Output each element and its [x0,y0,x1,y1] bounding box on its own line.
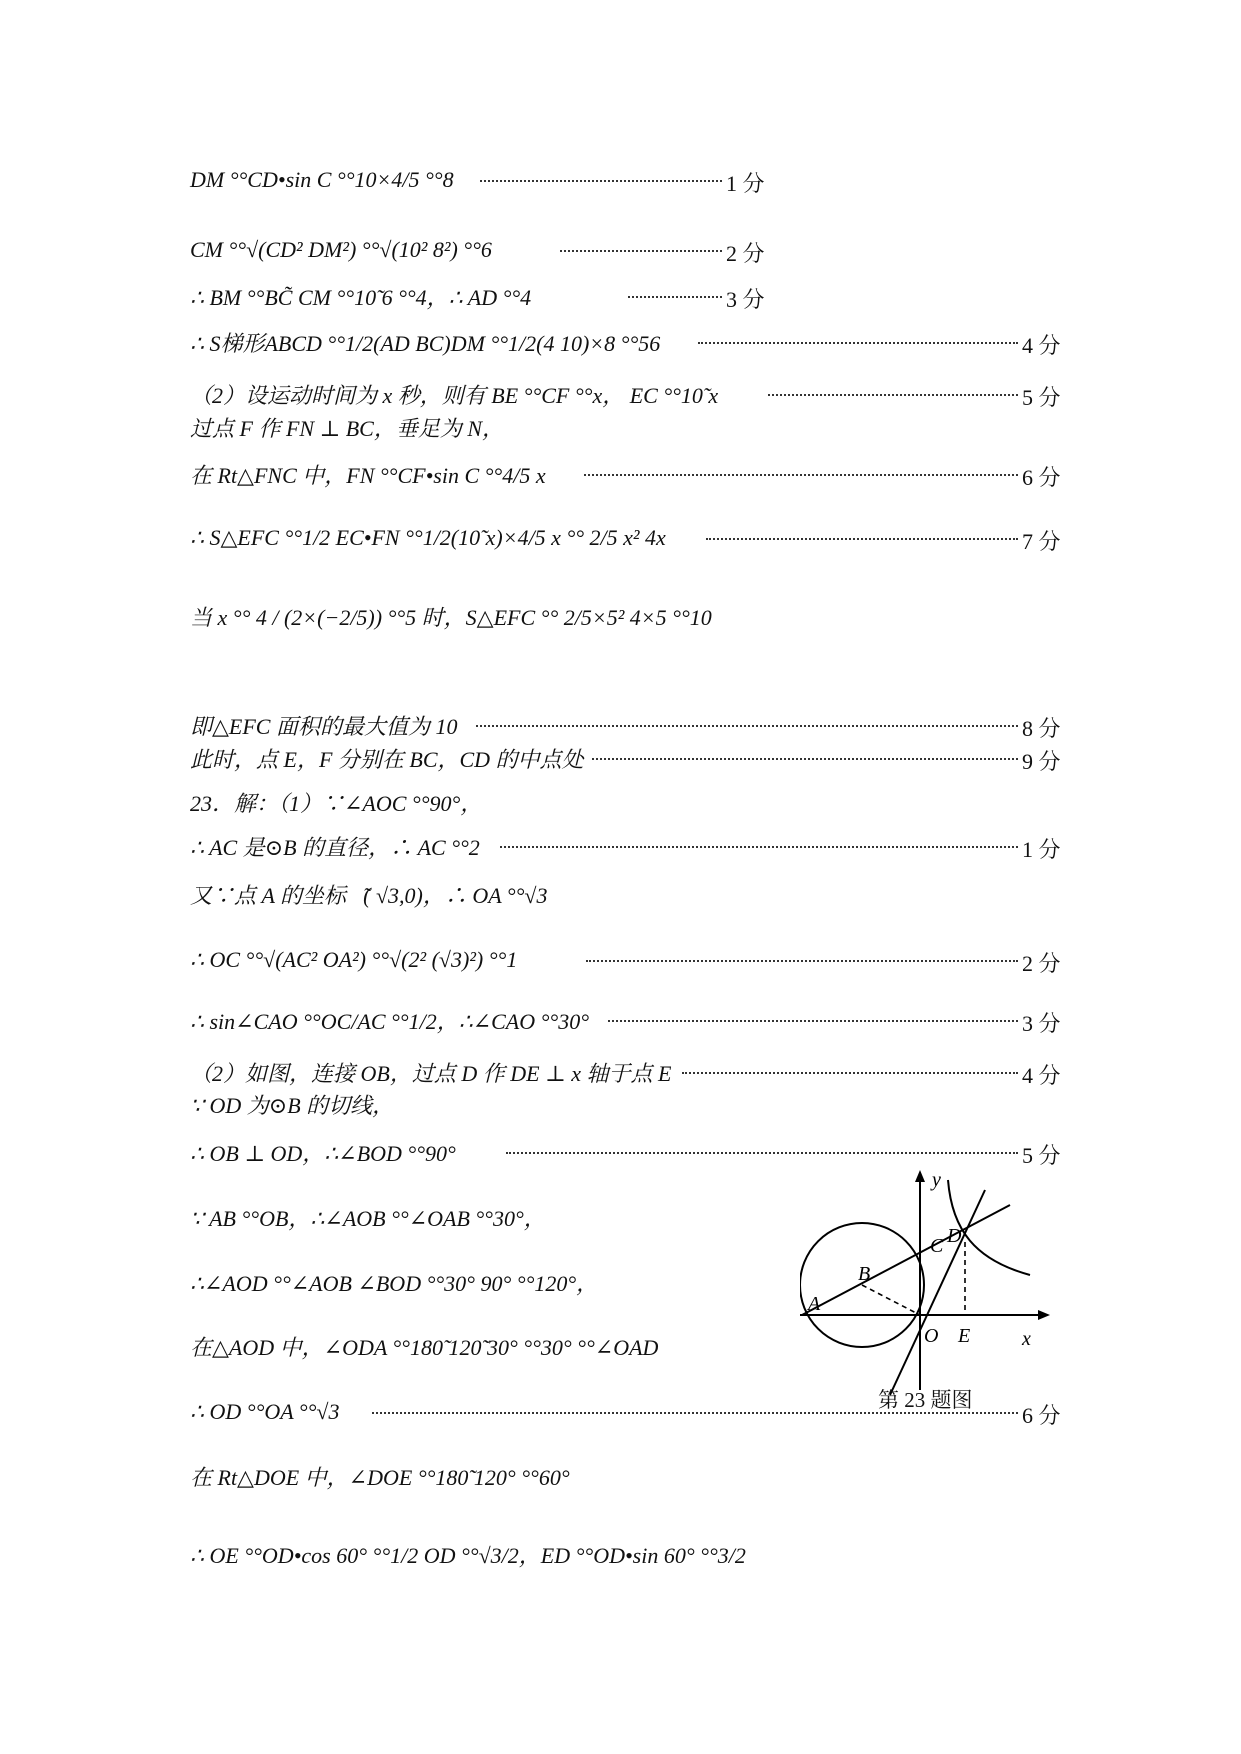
score-label: 8 分 [1022,716,1061,741]
line-text: （2）设运动时间为 x 秒，则有 BE °°CF °°x， EC °°10̃ x [190,382,719,408]
line-text: ∴ AC 是⊙B 的直径，∴ AC °°2 [190,834,480,860]
score-label: 9 分 [1022,749,1061,774]
score-label: 3 分 [726,287,765,312]
dot-leader [584,474,1018,476]
solution-line [190,1324,658,1368]
dot-leader [682,1072,1018,1074]
score-label: 1 分 [726,171,765,196]
line-od [890,1190,985,1395]
score-label: 5 分 [1022,1143,1061,1168]
solution-line [190,1390,339,1434]
solution-line [190,158,454,202]
line-text: ∵ AB °°OB，∴∠AOB °°∠OAB °°30°， [190,1205,546,1231]
line-text: DM °°CD•sin C °°10×4/5 °°8 [190,167,454,192]
line-text: ∴ OC °°√(AC² OA²) °°√(2² (√3)²) °°1 [190,947,518,972]
dot-leader [768,394,1018,396]
line-text: ∴ S△EFC °°1/2 EC•FN °°1/2(10̃ x)×4/5 x °° 2/5 x² 4x [190,525,666,550]
line-text: ∵ OD 为⊙B 的切线， [190,1092,395,1118]
dot-leader [592,758,1018,760]
score-label: 7 分 [1022,529,1061,554]
label-d: D [947,1225,962,1247]
geometry-figure [800,1170,1070,1410]
solution-line [190,736,584,780]
line-text: 23．解：（1）∵∠AOC °°90°， [190,790,483,816]
line-text: ∴ OD °°OA °°√3 [190,1399,340,1424]
solution-line [190,824,480,868]
solution-line [190,1195,546,1239]
solution-line [190,1532,746,1576]
solution-line [190,274,531,318]
line-text: 当 x °° 4 / (2×(−2/5)) °°5 时，S△EFC °° 2/5×5² 4×5 °°10 [190,604,712,630]
solution-line [190,516,666,560]
line-text: 此时，点 E，F 分别在 BC，CD 的中点处 [190,746,584,772]
line-text: ∴ S梯形ABCD °°1/2(AD BC)DM °°1/2(4 10)×8 °°56 [190,330,661,356]
label-x: x [1022,1328,1031,1350]
solution-line [190,780,482,824]
line-text: 过点 F 作 FN ⊥ BC，垂足为 N， [190,415,505,441]
score-label: 5 分 [1022,385,1061,410]
label-y: y [932,1170,941,1191]
segment-bo [862,1285,920,1315]
dot-leader [500,846,1018,848]
line-text: （2）如图，连接 OB，过点 D 作 DE ⊥ x 轴于点 E [190,1060,672,1086]
solution-line [190,1260,598,1304]
solution-line [190,1130,456,1174]
dot-leader [480,180,722,182]
line-ad [802,1205,1010,1315]
solution-line [190,1454,570,1498]
score-label: 1 分 [1022,837,1061,862]
label-c: C [930,1235,944,1257]
dot-leader [560,250,722,252]
dot-leader [476,725,1018,727]
line-text: ∴ BM °°BC̃ CM °°10̃ 6 °°4，∴ AD °°4 [190,284,532,310]
line-text: 又∵点 A 的坐标为̃( √3,0)，∴ OA °°√3 [190,882,548,908]
dot-leader [628,296,722,298]
score-label: 4 分 [1022,333,1061,358]
line-text: ∴ sin∠CAO °°OC/AC °°1/2，∴∠CAO °°30° [190,1008,590,1034]
dot-leader [706,538,1018,540]
line-text: 即△EFC 面积的最大值为 10 [190,713,458,739]
figure-caption: 第 23 题图 [878,1388,973,1412]
dot-leader [698,342,1018,344]
score-label: 2 分 [726,241,765,266]
score-label: 6 分 [1022,465,1061,490]
line-text: ∴ OB ⊥ OD，∴∠BOD °°90° [190,1140,456,1166]
label-o: O [924,1325,939,1347]
label-a: A [808,1293,821,1315]
solution-line [190,998,589,1042]
solution-line [190,320,660,364]
solution-line [190,938,517,982]
line-text: 在 Rt△FNC 中，FN °°CF•sin C °°4/5 x [190,462,546,488]
label-e: E [958,1325,971,1347]
line-text: CM °°√(CD² DM²) °°√(10² 8²) °°6 [190,237,492,262]
x-axis-arrow [1038,1310,1050,1320]
solution-line [190,405,504,449]
score-label: 4 分 [1022,1063,1061,1088]
line-text: ∴ OE °°OD•cos 60° °°1/2 OD °°√3/2，ED °°OD•sin 60° °°3/2 [190,1542,746,1568]
solution-line [190,1082,394,1126]
solution-line [190,228,492,272]
solution-line [190,872,547,916]
dot-leader [586,960,1018,962]
score-label: 3 分 [1022,1011,1061,1036]
line-text: 在 Rt△DOE 中，∠DOE °°180̃ 120° °°60° [190,1464,570,1490]
y-axis-arrow [915,1170,925,1182]
line-text: ∴∠AOD °°∠AOB ∠BOD °°30° 90° °°120°， [190,1270,599,1296]
line-text: 在△AOD 中，∠ODA °°180̃ 120̃ 30° °°30° °°∠OAD [190,1334,659,1360]
score-label: 2 分 [1022,951,1061,976]
dot-leader [608,1020,1018,1022]
solution-line [190,452,546,496]
label-b: B [858,1263,871,1285]
dot-leader [506,1152,1018,1154]
solution-line [190,594,712,638]
score-label: 6 分 [1022,1403,1061,1428]
